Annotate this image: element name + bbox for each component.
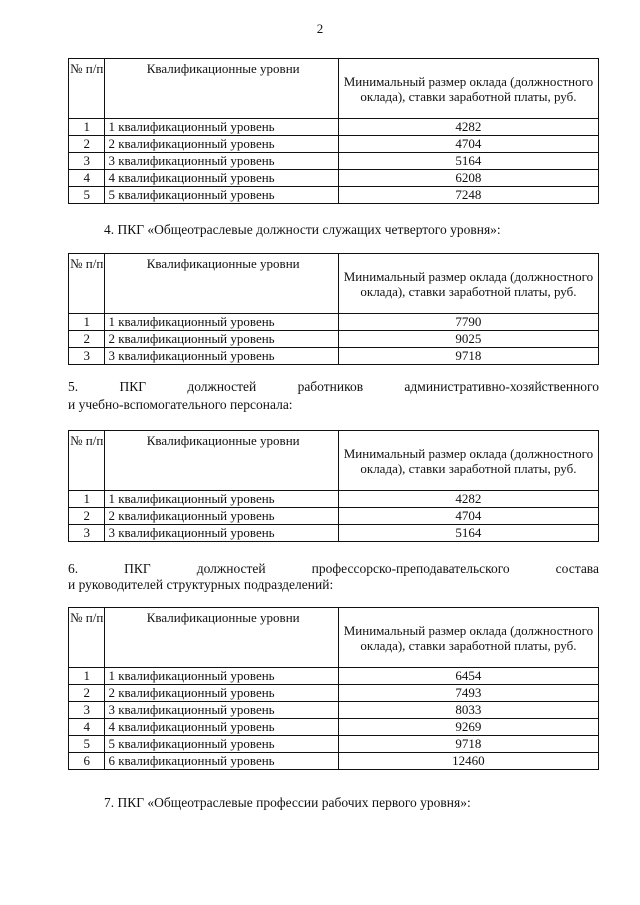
col-header-salary: Минимальный размер оклада (должностного оклада), ставки заработной платы, руб. [338,254,598,314]
row-salary: 7248 [338,187,598,204]
salary-table-3 [68,430,599,542]
row-salary: 4704 [338,136,598,153]
page-number: 2 [316,21,324,36]
table-row [69,331,599,348]
row-salary: 9718 [338,348,598,365]
row-level: 3 квалификационный уровень [105,348,338,365]
row-level: 1 квалификационный уровень [105,119,338,136]
row-level: 6 квалификационный уровень [105,753,338,770]
row-salary: 9025 [338,331,598,348]
col-header-level: Квалификационные уровни [105,59,338,119]
table-header [69,254,599,314]
section-6-line-1: 6. ПКГ должностей профессорско-преподавательского состава [68,561,599,576]
row-salary: 6208 [338,170,598,187]
row-level: 5 квалификационный уровень [105,736,338,753]
row-num: 1 [69,668,105,685]
table-row [69,685,599,702]
row-level: 5 квалификационный уровень [105,187,338,204]
row-num: 1 [69,491,105,508]
section-5-line-2: и учебно-вспомогательного персонала: [68,397,293,412]
col-header-salary: Минимальный размер оклада (должностного оклада), ставки заработной платы, руб. [338,59,598,119]
row-num: 3 [69,348,105,365]
row-level: 1 квалификационный уровень [105,668,338,685]
row-salary: 5164 [338,525,598,542]
row-num: 2 [69,136,105,153]
row-salary: 4282 [338,119,598,136]
row-num: 1 [69,119,105,136]
row-num: 1 [69,314,105,331]
row-level: 1 квалификационный уровень [105,314,338,331]
row-level: 4 квалификационный уровень [105,719,338,736]
row-num: 3 [69,525,105,542]
table-header [69,431,599,491]
row-salary: 9718 [338,736,598,753]
table-header [69,59,599,119]
salary-table-4 [68,607,599,770]
row-num: 5 [69,187,105,204]
col-header-num: № п/п [69,59,105,119]
row-num: 3 [69,153,105,170]
col-header-num: № п/п [69,608,105,668]
table-row [69,170,599,187]
table-row [69,508,599,525]
row-level: 4 квалификационный уровень [105,170,338,187]
table-row [69,153,599,170]
col-header-level: Квалификационные уровни [105,254,338,314]
row-level: 3 квалификационный уровень [105,525,338,542]
salary-table-2 [68,253,599,365]
table-row [69,719,599,736]
table-row [69,702,599,719]
col-header-num: № п/п [69,254,105,314]
col-header-level: Квалификационные уровни [105,608,338,668]
row-level: 2 квалификационный уровень [105,508,338,525]
section-6-line-2: и руководителей структурных подразделений: [68,577,334,592]
row-level: 2 квалификационный уровень [105,685,338,702]
row-salary: 12460 [338,753,598,770]
col-header-salary: Минимальный размер оклада (должностного оклада), ставки заработной платы, руб. [338,431,598,491]
row-level: 2 квалификационный уровень [105,331,338,348]
row-salary: 8033 [338,702,598,719]
row-num: 2 [69,685,105,702]
row-salary: 5164 [338,153,598,170]
row-num: 3 [69,702,105,719]
section-5-line-1: 5. ПКГ должностей работников административно-хозяйственного [68,379,599,394]
section-4-heading: 4. ПКГ «Общеотраслевые должности служащих четвертого уровня»: [104,222,501,237]
table-header [69,608,599,668]
table-row [69,119,599,136]
row-num: 4 [69,170,105,187]
row-salary: 4282 [338,491,598,508]
table-row [69,491,599,508]
row-salary: 7790 [338,314,598,331]
table-row [69,187,599,204]
row-num: 2 [69,331,105,348]
row-num: 4 [69,719,105,736]
table-row [69,753,599,770]
row-salary: 4704 [338,508,598,525]
row-num: 5 [69,736,105,753]
table-row [69,348,599,365]
row-level: 1 квалификационный уровень [105,491,338,508]
salary-table-1 [68,58,599,204]
col-header-salary: Минимальный размер оклада (должностного оклада), ставки заработной платы, руб. [338,608,598,668]
table-row [69,525,599,542]
row-num: 2 [69,508,105,525]
row-level: 2 квалификационный уровень [105,136,338,153]
table-row [69,136,599,153]
table-row [69,314,599,331]
row-salary: 9269 [338,719,598,736]
table-row [69,736,599,753]
row-level: 3 квалификационный уровень [105,153,338,170]
col-header-level: Квалификационные уровни [105,431,338,491]
col-header-num: № п/п [69,431,105,491]
row-salary: 7493 [338,685,598,702]
row-num: 6 [69,753,105,770]
row-salary: 6454 [338,668,598,685]
table-row [69,668,599,685]
section-7-heading: 7. ПКГ «Общеотраслевые профессии рабочих первого уровня»: [104,795,471,810]
row-level: 3 квалификационный уровень [105,702,338,719]
